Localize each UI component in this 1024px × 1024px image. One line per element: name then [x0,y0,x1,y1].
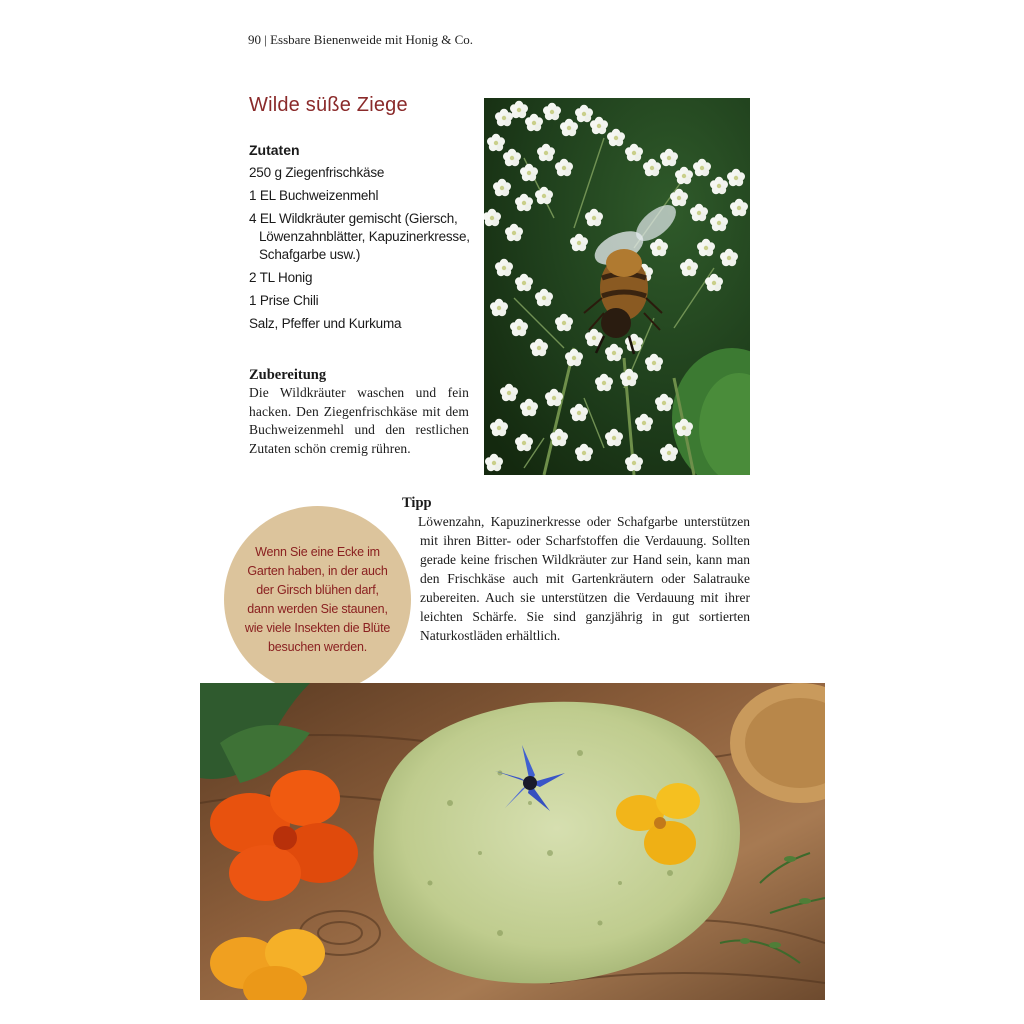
ingredients-section [249,142,474,338]
ingredients-list [249,164,474,333]
callout-text: Wenn Sie eine Ecke im Garten haben, in der auch der Girsch blühen darf, dann werden Sie staunen, wie viele Insekten die Blüte besuchen werden. [244,544,391,654]
tip-heading: Tipp [402,495,432,511]
callout-circle [224,506,411,693]
running-head: 90 | Essbare Bienenweide mit Honig & Co. [248,32,474,47]
herb-cheese-dish-photo [200,683,825,1000]
ingredient-item: 250 g Ziegenfrischkäse [249,165,385,180]
preparation-section [249,367,469,458]
ingredient-item: 1 Prise Chili [249,293,319,308]
bee-on-flower-photo [484,98,750,475]
preparation-text: Die Wildkräuter waschen und fein hacken. Den Ziegenfrischkäse mit dem Buchweizenmehl und den restlichen Zutaten schön cremig rühren. [249,385,469,456]
ingredient-item: 1 EL Buchweizenmehl [249,188,379,203]
ingredient-item: 4 EL Wildkräuter gemischt (Giersch, Löwenzahnblätter, Kapuzinerkresse, Schafgarbe usw.) [249,211,470,262]
tip-text: Löwenzahn, Kapuzinerkresse oder Schafgarbe unterstützen mit ihren Bitter- oder Scharfstoffen die Verdauung. Sollten gerade keine frischen Wildkräuter zur Hand sein, kann man den Frischkäse auch mit Gartenkräutern oder Salatrauke zubereiten. Auch sie unterstützen die Verdauung mit ihrer leichten Schärfe. Sie sind ganzjährig in gut sortierten Naturkostläden erhältlich. [418,514,750,643]
recipe-title: Wilde süße Ziege [249,94,408,116]
tip-section [400,495,750,645]
preparation-heading: Zubereitung [249,367,327,383]
ingredients-heading: Zutaten [249,142,300,158]
ingredient-item: 2 TL Honig [249,270,313,285]
ingredient-item: Salz, Pfeffer und Kurkuma [249,316,402,331]
